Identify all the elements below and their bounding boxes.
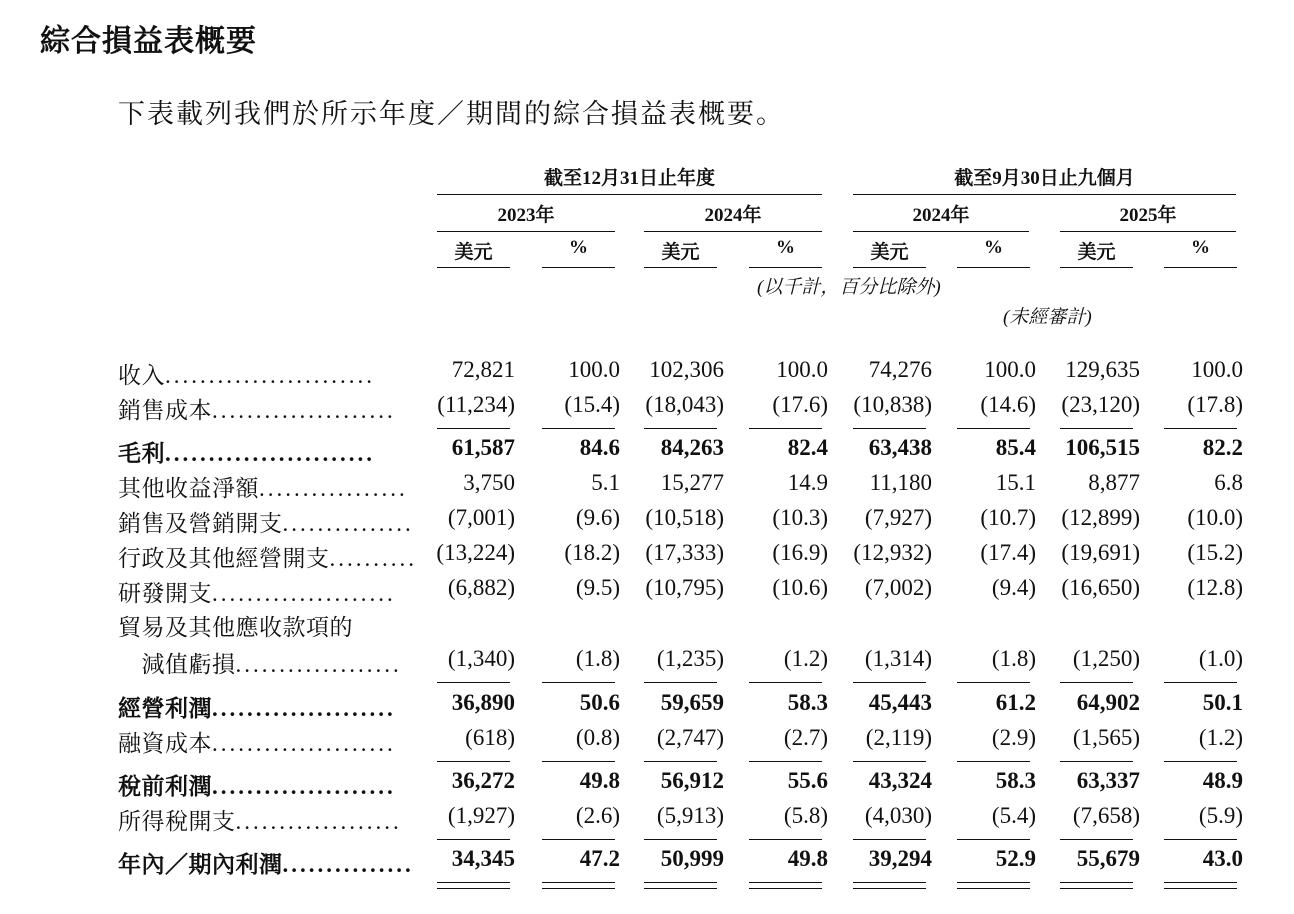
row-label-text: 收入 — [118, 363, 165, 388]
header-unit: 美元 — [454, 242, 493, 263]
row-label — [118, 505, 414, 538]
row-label-text: 年內／期內利潤 — [118, 852, 283, 877]
table-cell: (17,333) — [645, 540, 724, 565]
row-label — [118, 392, 396, 425]
table-cell: (1.2) — [1198, 725, 1243, 750]
table-cell: 55,679 — [1076, 846, 1140, 871]
subtotal-rule — [853, 839, 926, 840]
table-cell: (6,882) — [447, 575, 515, 600]
subtotal-rule — [853, 761, 926, 762]
table-cell: (7,002) — [864, 575, 932, 600]
table-cell: 34,345 — [451, 846, 515, 871]
header-unit: % — [569, 237, 588, 258]
header-group-nine: 截至9月30日止九個月 — [954, 168, 1135, 189]
header-unit-rule — [749, 267, 822, 268]
table-cell: 72,821 — [451, 357, 515, 382]
table-cell: 82.2 — [1202, 435, 1243, 460]
subtotal-rule — [1060, 761, 1133, 762]
table-cell: 58.3 — [787, 690, 828, 715]
total-double-underline — [542, 882, 615, 889]
row-label — [118, 540, 417, 573]
subtotal-rule — [749, 761, 822, 762]
table-cell: (16,650) — [1061, 575, 1140, 600]
table-cell: 100.0 — [568, 357, 620, 382]
row-label-text: 其他收益淨額 — [118, 476, 259, 501]
table-cell: (11,234) — [437, 392, 515, 417]
row-leader-dots: ..................... — [212, 774, 396, 799]
table-cell: (10,795) — [645, 575, 724, 600]
row-leader-dots: ............... — [282, 852, 414, 877]
table-cell: 64,902 — [1076, 690, 1140, 715]
table-cell: (1.0) — [1198, 646, 1243, 671]
table-cell: (15.2) — [1187, 540, 1243, 565]
row-leader-dots: ................... — [235, 652, 402, 677]
row-leader-dots: ........................ — [165, 363, 375, 388]
table-cell: 102,306 — [649, 357, 724, 382]
table-cell: (10,838) — [853, 392, 932, 417]
table-cell: (9.5) — [575, 575, 620, 600]
table-cell: 63,337 — [1076, 768, 1140, 793]
table-cell: 48.9 — [1202, 768, 1243, 793]
header-unit: 美元 — [870, 242, 909, 263]
subtotal-rule — [437, 682, 510, 683]
table-cell: (23,120) — [1061, 392, 1140, 417]
table-cell: (0.8) — [575, 725, 620, 750]
header-unit-rule — [957, 267, 1030, 268]
subtotal-rule — [437, 428, 510, 429]
subtotal-rule — [957, 428, 1030, 429]
total-double-underline — [749, 882, 822, 889]
table-cell: (2,747) — [656, 725, 724, 750]
header-unit-rule — [1164, 267, 1237, 268]
table-cell: 11,180 — [869, 470, 932, 495]
table-cell: 100.0 — [776, 357, 828, 382]
table-cell: 5.1 — [591, 470, 620, 495]
header-year-rule — [1060, 231, 1236, 232]
table-cell: (5.9) — [1198, 803, 1243, 828]
subtotal-rule — [853, 428, 926, 429]
row-leader-dots: ................. — [259, 476, 408, 501]
subtotal-rule — [542, 428, 615, 429]
table-cell: 50,999 — [660, 846, 724, 871]
total-double-underline — [437, 882, 510, 889]
table-cell: (1,565) — [1072, 725, 1140, 750]
table-cell: 100.0 — [1191, 357, 1243, 382]
row-label — [118, 725, 396, 758]
header-unit-rule — [853, 267, 926, 268]
subtotal-rule — [1060, 839, 1133, 840]
table-cell: (14.6) — [980, 392, 1036, 417]
row-leader-dots: ............... — [282, 511, 414, 536]
table-cell: 36,272 — [451, 768, 515, 793]
table-cell: (5,913) — [656, 803, 724, 828]
table-cell: 49.8 — [787, 846, 828, 871]
table-cell: (12,932) — [853, 540, 932, 565]
header-group-year: 截至12月31日止年度 — [543, 168, 715, 189]
subtotal-rule — [957, 761, 1030, 762]
subtotal-rule — [749, 682, 822, 683]
table-cell: 47.2 — [579, 846, 620, 871]
table-cell: 85.4 — [995, 435, 1036, 460]
table-cell: 6.8 — [1214, 470, 1243, 495]
table-cell: 50.6 — [579, 690, 620, 715]
subtotal-rule — [542, 839, 615, 840]
table-cell: 59,659 — [660, 690, 724, 715]
row-label-text: 研發開支 — [118, 581, 212, 606]
subtotal-rule — [957, 839, 1030, 840]
row-leader-dots: ..................... — [212, 581, 396, 606]
row-label — [118, 609, 353, 642]
total-double-underline — [853, 882, 926, 889]
row-label-text: 稅前利潤 — [118, 774, 212, 799]
subtotal-rule — [644, 761, 717, 762]
table-cell: (1,250) — [1072, 646, 1140, 671]
subtotal-rule — [437, 761, 510, 762]
subtotal-rule — [1164, 428, 1237, 429]
table-cell: 84.6 — [579, 435, 620, 460]
header-group-nine-rule — [853, 194, 1236, 195]
header-unit-rule — [542, 267, 615, 268]
row-label-text: 行政及其他經營開支 — [118, 546, 330, 571]
row-label — [118, 846, 414, 879]
table-cell: 52.9 — [995, 846, 1036, 871]
total-double-underline — [644, 882, 717, 889]
subtotal-rule — [749, 839, 822, 840]
table-cell: 43,324 — [868, 768, 932, 793]
table-cell: 74,276 — [868, 357, 932, 382]
table-cell: (1,927) — [447, 803, 515, 828]
row-label — [118, 435, 375, 468]
header-unit: % — [984, 237, 1003, 258]
table-cell: (1,340) — [447, 646, 515, 671]
table-cell: (7,927) — [864, 505, 932, 530]
table-cell: (16.9) — [772, 540, 828, 565]
table-cell: (5.4) — [991, 803, 1036, 828]
table-cell: (1.2) — [783, 646, 828, 671]
row-label — [118, 803, 402, 836]
row-leader-dots: ..................... — [212, 696, 396, 721]
header-year-rule — [853, 231, 1029, 232]
total-double-underline — [1060, 882, 1133, 889]
table-cell: 8,877 — [1088, 470, 1140, 495]
table-cell: (10.6) — [772, 575, 828, 600]
table-cell: 45,443 — [868, 690, 932, 715]
table-cell: (15.4) — [564, 392, 620, 417]
table-cell: (1.8) — [575, 646, 620, 671]
row-leader-dots: ........................ — [165, 441, 375, 466]
table-cell: (618) — [465, 725, 515, 750]
subtotal-rule — [749, 428, 822, 429]
row-label — [118, 768, 396, 801]
header-year-rule — [644, 231, 822, 232]
table-cell: 58.3 — [995, 768, 1036, 793]
table-cell: 36,890 — [451, 690, 515, 715]
header-year-2024: 2024年 — [704, 205, 762, 226]
table-cell: (1,314) — [864, 646, 932, 671]
row-label-text: 銷售及營銷開支 — [118, 511, 283, 536]
table-cell: 55.6 — [787, 768, 828, 793]
table-cell: (9.4) — [991, 575, 1036, 600]
table-cell: (12.8) — [1187, 575, 1243, 600]
header-unit: 美元 — [1077, 242, 1116, 263]
subtotal-rule — [437, 839, 510, 840]
table-cell: (10.0) — [1187, 505, 1243, 530]
header-year-2023: 2023年 — [497, 205, 555, 226]
table-cell: 50.1 — [1202, 690, 1243, 715]
table-cell: (9.6) — [575, 505, 620, 530]
header-unit: % — [776, 237, 795, 258]
row-leader-dots: ..................... — [212, 731, 396, 756]
row-label-text: 銷售成本 — [118, 398, 212, 423]
row-label-text: 融資成本 — [118, 731, 212, 756]
table-cell: 49.8 — [579, 768, 620, 793]
row-leader-dots: .......... — [329, 546, 417, 571]
subtotal-rule — [1164, 682, 1237, 683]
total-double-underline — [1164, 882, 1237, 889]
table-cell: 61.2 — [995, 690, 1036, 715]
table-cell: (2,119) — [865, 725, 932, 750]
row-label — [118, 470, 408, 503]
row-label — [118, 690, 396, 723]
note-thousands: (以千計，百分比除外) — [757, 277, 941, 298]
table-cell: (17.8) — [1187, 392, 1243, 417]
header-unit: % — [1191, 237, 1210, 258]
table-cell: 106,515 — [1065, 435, 1140, 460]
table-cell: (2.9) — [991, 725, 1036, 750]
table-cell: (10.3) — [772, 505, 828, 530]
table-cell: 100.0 — [984, 357, 1036, 382]
subtotal-rule — [644, 839, 717, 840]
header-year-rule — [437, 231, 615, 232]
subtotal-rule — [1164, 761, 1237, 762]
subtotal-rule — [853, 682, 926, 683]
row-label-text: 貿易及其他應收款項的 — [118, 615, 353, 640]
table-cell: (1.8) — [991, 646, 1036, 671]
table-cell: 14.9 — [787, 470, 828, 495]
table-cell: (19,691) — [1061, 540, 1140, 565]
table-cell: (18,043) — [645, 392, 724, 417]
row-label-text: 經營利潤 — [118, 696, 212, 721]
subtotal-rule — [542, 682, 615, 683]
table-cell: 39,294 — [868, 846, 932, 871]
table-cell: (13,224) — [436, 540, 515, 565]
table-cell: (1,235) — [656, 646, 724, 671]
row-label-text: 毛利 — [118, 441, 165, 466]
table-cell: (10.7) — [980, 505, 1036, 530]
subtotal-rule — [542, 761, 615, 762]
row-label — [118, 575, 396, 608]
table-cell: 63,438 — [868, 435, 932, 460]
table-cell: (5.8) — [783, 803, 828, 828]
subtotal-rule — [644, 428, 717, 429]
table-cell: (12,899) — [1061, 505, 1140, 530]
subtotal-rule — [1060, 682, 1133, 683]
intro-paragraph: 下表載列我們於所示年度／期間的綜合損益表概要。 — [118, 99, 785, 130]
table-cell: (10,518) — [645, 505, 724, 530]
table-cell: (2.7) — [783, 725, 828, 750]
section-title: 綜合損益表概要 — [40, 24, 257, 59]
subtotal-rule — [1060, 428, 1133, 429]
note-unaudited: (未經審計) — [1003, 307, 1092, 328]
header-unit: 美元 — [661, 242, 700, 263]
table-cell: (7,658) — [1072, 803, 1140, 828]
row-leader-dots: ................... — [235, 809, 402, 834]
header-unit-rule — [644, 267, 717, 268]
table-cell: 61,587 — [451, 435, 515, 460]
table-cell: 15,277 — [660, 470, 724, 495]
table-cell: (17.4) — [980, 540, 1036, 565]
table-cell: (4,030) — [864, 803, 932, 828]
header-year-2024-nine: 2024年 — [912, 205, 970, 226]
row-leader-dots: ..................... — [212, 398, 396, 423]
row-label — [118, 357, 375, 390]
header-unit-rule — [1060, 267, 1133, 268]
row-label — [118, 646, 402, 679]
table-cell: 43.0 — [1202, 846, 1243, 871]
row-label-text: 減值虧損 — [118, 652, 236, 677]
subtotal-rule — [957, 682, 1030, 683]
subtotal-rule — [644, 682, 717, 683]
table-cell: 129,635 — [1065, 357, 1140, 382]
row-label-text: 所得稅開支 — [118, 809, 236, 834]
table-cell: (17.6) — [772, 392, 828, 417]
header-year-2025-nine: 2025年 — [1119, 205, 1177, 226]
header-group-year-rule — [437, 194, 822, 195]
table-cell: (2.6) — [575, 803, 620, 828]
table-cell: (7,001) — [447, 505, 515, 530]
table-cell: 15.1 — [995, 470, 1036, 495]
table-cell: 56,912 — [660, 768, 724, 793]
table-cell: (18.2) — [564, 540, 620, 565]
table-cell: 84,263 — [660, 435, 724, 460]
header-unit-rule — [437, 267, 510, 268]
subtotal-rule — [1164, 839, 1237, 840]
table-cell: 3,750 — [463, 470, 515, 495]
total-double-underline — [957, 882, 1030, 889]
table-cell: 82.4 — [787, 435, 828, 460]
